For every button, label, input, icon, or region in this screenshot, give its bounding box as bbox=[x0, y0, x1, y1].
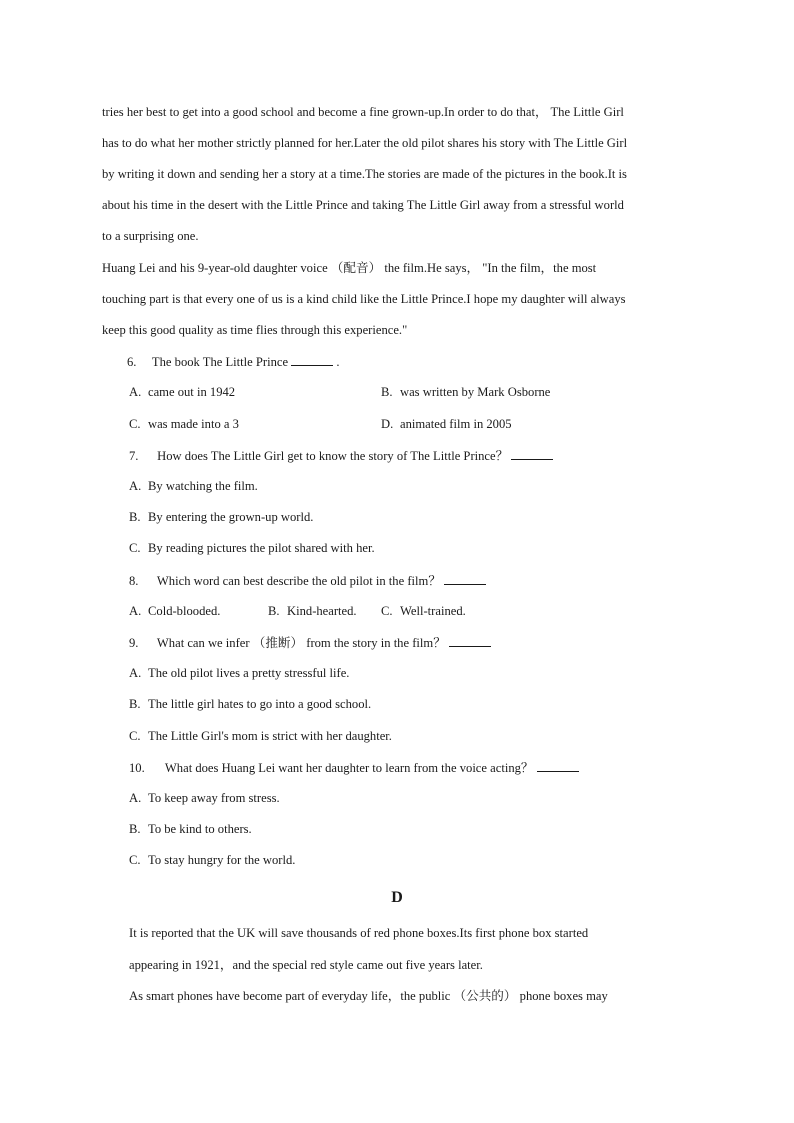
passage-line: has to do what her mother strictly planned for her.Later the old pilot shares his story with The Little Girl bbox=[102, 136, 628, 150]
option-text: animated film in 2005 bbox=[400, 417, 512, 431]
passage-line: appearing in 1921，and the special red style came out five years later. bbox=[129, 958, 483, 972]
option-letter: B. bbox=[381, 385, 393, 399]
option-text: Cold-blooded. bbox=[148, 604, 221, 618]
option-letter: A. bbox=[129, 479, 142, 493]
option-letter: A. bbox=[129, 385, 142, 399]
answer-blank[interactable] bbox=[449, 634, 491, 647]
option-text: The Little Girl's mom is strict with her daughter. bbox=[148, 729, 392, 743]
option-letter: C. bbox=[129, 853, 141, 867]
question-number: 9. bbox=[129, 636, 139, 650]
option-c[interactable] bbox=[381, 603, 466, 619]
passage-line: by writing it down and sending her a story at a time.The stories are made of the pictures in the book.It is bbox=[102, 167, 627, 181]
option-a[interactable] bbox=[129, 790, 280, 806]
option-letter: C. bbox=[129, 729, 141, 743]
question-stem: 6. The book The Little Prince . bbox=[127, 355, 340, 369]
answer-blank[interactable] bbox=[537, 759, 579, 772]
option-a[interactable] bbox=[129, 384, 235, 400]
question-stem bbox=[129, 572, 486, 589]
option-letter: B. bbox=[129, 822, 141, 836]
option-text: The old pilot lives a pretty stressful life. bbox=[148, 666, 350, 680]
option-text: was written by Mark Osborne bbox=[400, 385, 551, 399]
question-number: 7. bbox=[129, 449, 139, 463]
question-stem bbox=[129, 447, 553, 464]
question-stem bbox=[129, 634, 491, 651]
option-d[interactable] bbox=[381, 416, 512, 432]
passage-line: touching part is that every one of us is a kind child like the Little Prince.I hope my daughter will always bbox=[102, 292, 626, 306]
option-c[interactable] bbox=[129, 540, 375, 556]
answer-blank[interactable] bbox=[444, 572, 486, 585]
passage-line: Huang Lei and his 9-year-old daughter voice （配音） the film.He says， "In the film，the most bbox=[102, 261, 597, 275]
question-number: 8. bbox=[129, 574, 139, 588]
option-a[interactable] bbox=[129, 665, 349, 681]
option-text: By reading pictures the pilot shared with her. bbox=[148, 541, 375, 555]
option-letter: A. bbox=[129, 666, 142, 680]
option-letter: A. bbox=[129, 791, 142, 805]
option-text: By watching the film. bbox=[148, 479, 258, 493]
option-text: The little girl hates to go into a good school. bbox=[148, 697, 372, 711]
option-letter: C. bbox=[129, 541, 141, 555]
option-letter: B. bbox=[129, 697, 141, 711]
option-c[interactable] bbox=[129, 728, 392, 744]
option-text: Well-trained. bbox=[400, 604, 466, 618]
option-letter: B. bbox=[268, 604, 280, 618]
option-text: To keep away from stress. bbox=[148, 791, 280, 805]
option-letter: D. bbox=[381, 417, 394, 431]
option-letter: C. bbox=[381, 604, 393, 618]
passage-line: It is reported that the UK will save thousands of red phone boxes.Its first phone box started bbox=[129, 926, 589, 940]
passage-line: tries her best to get into a good school and become a fine grown-up.In order to do that， The Little Girl bbox=[102, 105, 624, 119]
option-b[interactable] bbox=[381, 384, 550, 400]
passage-line: about his time in the desert with the Little Prince and taking The Little Girl away from a stressful world bbox=[102, 198, 624, 212]
option-text: Kind-hearted. bbox=[287, 604, 357, 618]
option-b[interactable] bbox=[268, 603, 357, 619]
option-text: was made into a 3 bbox=[148, 417, 239, 431]
question-text: Which word can best describe the old pilot in the film？ bbox=[156, 574, 441, 588]
option-c[interactable] bbox=[129, 852, 295, 868]
option-text: came out in 1942 bbox=[148, 385, 236, 399]
passage-line: As smart phones have become part of everyday life，the public （公共的） phone boxes may bbox=[129, 989, 608, 1003]
option-b[interactable] bbox=[129, 696, 371, 712]
passage-line: to a surprising one. bbox=[102, 229, 199, 243]
option-c[interactable] bbox=[129, 416, 239, 432]
option-a[interactable] bbox=[129, 603, 220, 619]
question-text: The book The Little Prince bbox=[151, 355, 289, 369]
option-text: To be kind to others. bbox=[148, 822, 252, 836]
option-b[interactable] bbox=[129, 821, 252, 837]
option-letter: C. bbox=[129, 417, 141, 431]
option-a[interactable] bbox=[129, 478, 258, 494]
option-letter: A. bbox=[129, 604, 142, 618]
option-text: To stay hungry for the world. bbox=[148, 853, 296, 867]
answer-blank[interactable] bbox=[291, 353, 333, 366]
option-text: By entering the grown-up world. bbox=[148, 510, 314, 524]
question-text: What does Huang Lei want her daughter to learn from the voice acting？ bbox=[164, 761, 534, 775]
option-letter: B. bbox=[129, 510, 141, 524]
question-stem bbox=[129, 759, 579, 776]
question-text: What can we infer （推断） from the story in the film？ bbox=[156, 636, 446, 650]
question-number: 6. bbox=[127, 355, 137, 369]
section-heading: D bbox=[391, 889, 403, 906]
option-b[interactable] bbox=[129, 509, 313, 525]
answer-blank[interactable] bbox=[511, 447, 553, 460]
question-text: How does The Little Girl get to know the story of The Little Prince？ bbox=[157, 449, 509, 463]
question-number: 10. bbox=[129, 761, 145, 775]
passage-line: keep this good quality as time flies through this experience." bbox=[102, 323, 408, 337]
